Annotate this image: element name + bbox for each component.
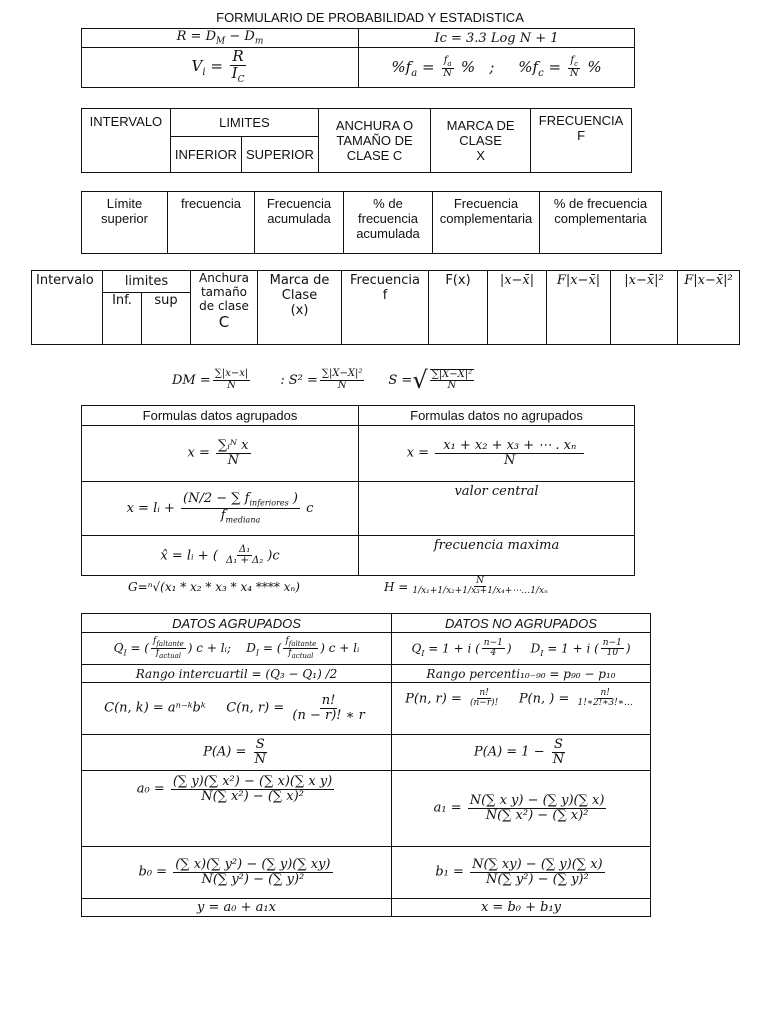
interval-width-formula: $V_i$ = $\frac{R}{I_C}$ <box>82 48 359 88</box>
quantiles-regression-table <box>81 613 651 917</box>
complement-probability-formula: P(A) = 1 − $\frac{S}{N}$ <box>392 735 651 771</box>
regression-b0: b₀ = $\frac{\text{(∑ x)(∑ y²) − (∑ y)(∑ xy)}}{\text{N(∑ y²) − (∑ y)²}}$ <box>82 847 392 899</box>
median-ungrouped: valor central <box>359 482 635 536</box>
deviation-table-header <box>31 270 740 345</box>
interquartile-range: Rango intercuartil = (Q₃ − Q₁) /2 <box>82 665 392 683</box>
regression-b1: b₁ = $\frac{N(\sum xy) - (\sum y)(\sum x)}{\text{N(∑ y²) − (∑ y)²}}$ <box>392 847 651 899</box>
combinations-grouped: C(n, k) = aⁿ⁻ᵏbᵏ C(n, r) = $\frac{n!}{(n - r)! ∗ r}$ <box>82 683 392 735</box>
col-intervalo: Intervalo <box>32 271 103 345</box>
header-ungrouped: Formulas datos no agrupados <box>359 406 635 426</box>
col-inferior: INFERIOR <box>170 137 241 173</box>
geometric-mean-formula: G=ⁿ√(x₁ * x₂ * x₃ * x₄ **** xₙ) <box>128 580 300 594</box>
median-grouped: x = lᵢ + $\frac{(N/2 - \sum f_{inferiores} )}{f_{mediana}}$ c <box>82 482 359 536</box>
col-f-absdev: F|x−x̄| <box>547 271 611 345</box>
probability-formula: P(A) = $\frac{S}{N}$ <box>82 735 392 771</box>
col-limites: limites <box>103 271 191 293</box>
cumulative-frequency-table-header <box>81 191 662 254</box>
col-absdev: |x−x̄| <box>488 271 547 345</box>
quartile-decile-grouped: $Q_I$ = ( $\frac{f_{faltante}}{f_{actual}}$ ) c + lᵢ; $D_I$ = ( $\frac{f_{faltante}}{f_{actual}}$ ) c + lᵢ <box>82 633 392 665</box>
regression-a0: a₀ = $\frac{\text{(∑ y)(∑ x²) − (∑ x)(∑ x y)}}{\text{N(∑ x²) − (∑ x)²}}$ <box>82 771 392 847</box>
col-anchura: Anchura tamaño de clase C <box>191 271 258 345</box>
regression-a1: a₁ = $\frac{\text{N(∑ x y) − (∑ y)(∑ x)}}{\text{N(∑ x²) − (∑ x)²}}$ <box>392 771 651 847</box>
col-f-absdev-squared: F|x−x̄|² <box>678 271 740 345</box>
central-tendency-table <box>81 405 635 576</box>
basic-formulas-table <box>81 28 635 88</box>
col-limite-superior: Límite superior <box>82 192 168 254</box>
col-marca: MARCA DE CLASE X <box>431 109 531 173</box>
mean-grouped: x = $\frac{\text{∑ᵢᴺ x}}{N}$ <box>82 426 359 482</box>
relative-frequency-formula: $\%f_a$ = $\frac{f_a}{N}$ % ; $\%f_c$ = $\frac{f_c}{N}$ % <box>359 48 635 88</box>
col-superior: SUPERIOR <box>241 137 318 173</box>
col-anchura: ANCHURA O TAMAÑO DE CLASE C <box>318 109 430 173</box>
col-frecuencia-complementaria: Frecuencia complementaria <box>433 192 540 254</box>
grouped-frequency-table-header <box>81 108 632 173</box>
mode-ungrouped: frecuencia maxima <box>359 536 635 576</box>
col-fx: F(x) <box>429 271 488 345</box>
col-sup: sup <box>142 293 191 345</box>
class-count-formula: Ic = 3.3 Log N + 1 <box>359 29 635 48</box>
col-marca: Marca de Clase (x) <box>258 271 342 345</box>
col-intervalo: INTERVALO <box>82 109 171 173</box>
range-formula: $R = D_M - D_m$ <box>82 29 359 48</box>
page-title: FORMULARIO DE PROBABILIDAD Y ESTADISTICA <box>216 10 524 25</box>
regression-line-y: y = a₀ + a₁x <box>82 899 392 917</box>
dispersion-formulas: DM = $\frac{\sum|x-x|}{N}$ : S² = $\frac{\text{∑|X−X|²}}{N}$ S = √ $\frac{\text{∑|X−X|²}}{N}$ <box>172 366 473 394</box>
col-frecuencia-acumulada: Frecuencia acumulada <box>255 192 344 254</box>
percentile-range: Rango percenti₁₀₋₉₀ = p₉₀ − p₁₀ <box>392 665 651 683</box>
header-datos-agrupados: DATOS AGRUPADOS <box>82 614 392 633</box>
col-pct-frecuencia-complementaria: % de frecuencia complementaria <box>540 192 662 254</box>
col-frecuencia: FRECUENCIA F <box>531 109 632 173</box>
col-limites: LIMITES <box>170 109 318 137</box>
col-pct-frecuencia-acumulada: % de frecuencia acumulada <box>344 192 433 254</box>
mode-grouped: x̂ = lᵢ + ( $\frac{\text{Δ₁}}{\text{Δ₁ + Δ₂}}$ )c <box>82 536 359 576</box>
header-grouped: Formulas datos agrupados <box>82 406 359 426</box>
permutations-ungrouped: P(n, r) = $\frac{n!}{(n-r)!}$ P(n, ) = $\frac{n!}{1!∗2!∗3!∗\dots}$ <box>392 683 651 735</box>
col-inf: Inf. <box>103 293 142 345</box>
header-datos-no-agrupados: DATOS NO AGRUPADOS <box>392 614 651 633</box>
harmonic-mean-formula: H = $\frac{N}{\text{1/x₁+1/x₂+1/x₃+1/x₄+⋯…1/xₙ}}$ <box>384 576 548 597</box>
col-frecuencia: Frecuencia f <box>342 271 429 345</box>
quartile-decile-ungrouped: $Q_I = 1 + i$ ( $\frac{n-1}{4}$ ) $D_I = 1 + i$ ( $\frac{n-1}{10}$ ) <box>392 633 651 665</box>
mean-ungrouped: x = $\frac{\text{x₁ + x₂ + x₃ + ⋯ . xₙ}}{N}$ <box>359 426 635 482</box>
col-frecuencia: frecuencia <box>168 192 255 254</box>
regression-line-x: x = b₀ + b₁y <box>392 899 651 917</box>
col-absdev-squared: |x−x̄|² <box>611 271 678 345</box>
